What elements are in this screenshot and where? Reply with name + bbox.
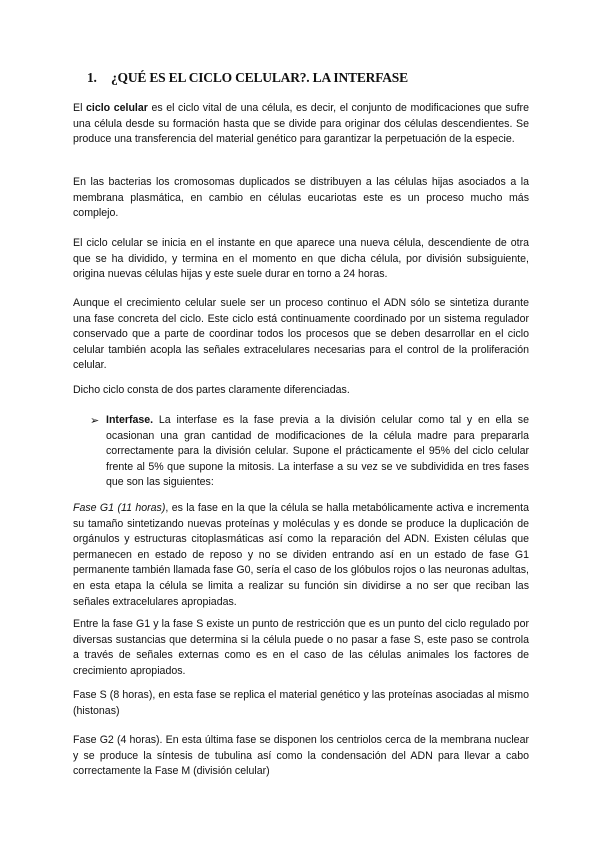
term-interfase: Interfase. — [106, 414, 154, 426]
paragraph-fase-s: Fase S (8 horas), en esta fase se replica el material genético y las proteínas asociadas al mismo (histonas) — [73, 689, 529, 717]
paragraph-restriccion: Entre la fase G1 y la fase S existe un punto de restricción que es un punto del ciclo regulado por diversas sustancias que determina si la célula puede o no pasar a fase S, este paso se controla a través de señales externas como es en el caso de las células animales los factores de crecimiento apropiados. — [73, 618, 529, 677]
heading-title: ¿QUÉ ES EL CICLO CELULAR?. LA INTERFASE — [111, 70, 408, 85]
term-ciclo-celular: ciclo celular — [86, 102, 148, 114]
bullet-interfase — [106, 413, 529, 491]
bullet-text: La interfase es la fase previa a la división celular como tal y en ella se ocasionan una gran cantidad de modificaciones de la célula madre para prepararla correctamente para la división celular. Supone el prácticamente el 95% del ciclo celular frente al 5% que supone la mitosis. La interfase a su vez se ve subdividida en tres fases que son las siguientes: — [106, 414, 529, 489]
p1-pre: El — [73, 102, 86, 114]
g1-text: , es la fase en la que la célula se halla metabólicamente activa e incrementa su tamaño sintetizando nuevas proteínas y moléculas y es donde se produce la duplicación de orgánulos y estructuras citoplasmáticas así como la reparación del ADN. Existen células que permanecen en estado de reposo y no se dividen entrando así en un estado de fase G1 permanente también llamada fase G0, sería el caso de los glóbulos rojos o las neuronas adultas, en esta etapa la célula se limita a realizar su función sin dividirse a no ser que reciban las señales extracelulares apropiadas. — [73, 502, 529, 608]
paragraph-crecimiento: Aunque el crecimiento celular suele ser un proceso continuo el ADN sólo se sintetiza durante una fase concreta del ciclo. Este ciclo está continuamente coordinado por un sistema regulador conservado que a parte de coordinar todos los procesos que se deben desarrollar en el ciclo celular también acopla las señales extracelulares necesarias para el control de la proliferación celular. — [73, 297, 529, 372]
paragraph-fase-g2: Fase G2 (4 horas). En esta última fase se disponen los centriolos cerca de la membrana nuclear y se produce la síntesis de tubulina así como la condensación del ADN para llevar a cabo correctamente la Fase M (división celular) — [73, 734, 529, 778]
paragraph-definition — [73, 101, 529, 148]
paragraph-fase-g1 — [73, 501, 529, 610]
heading-number: 1. — [87, 70, 97, 85]
paragraph-bacterias: En las bacterias los cromosomas duplicados se distribuyen a las células hijas asociados a la membrana plasmática, en cambio en células eucariotas este es un proceso mucho más complejo. — [73, 176, 529, 220]
section-heading — [87, 70, 408, 86]
term-fase-g1: Fase G1 (11 horas) — [73, 502, 166, 514]
paragraph-inicio-ciclo: El ciclo celular se inicia en el instante en que aparece una nueva célula, descendiente de otra que se ha dividido, y termina en el momento en que dicha célula, por división subsiguiente, origina nuevas células hijas y este suele durar en torno a 24 horas. — [73, 237, 529, 281]
p1-post: es el ciclo vital de una célula, es decir, el conjunto de modificaciones que sufre una célula desde su formación hasta que se divide para originar dos células descendientes. Se produce una transferencia del material genético para garantizar la perpetuación de la especie. — [73, 102, 529, 146]
arrow-bullet-icon: ➢ — [90, 415, 100, 427]
paragraph-dos-partes: Dicho ciclo consta de dos partes claramente diferenciadas. — [73, 384, 350, 396]
